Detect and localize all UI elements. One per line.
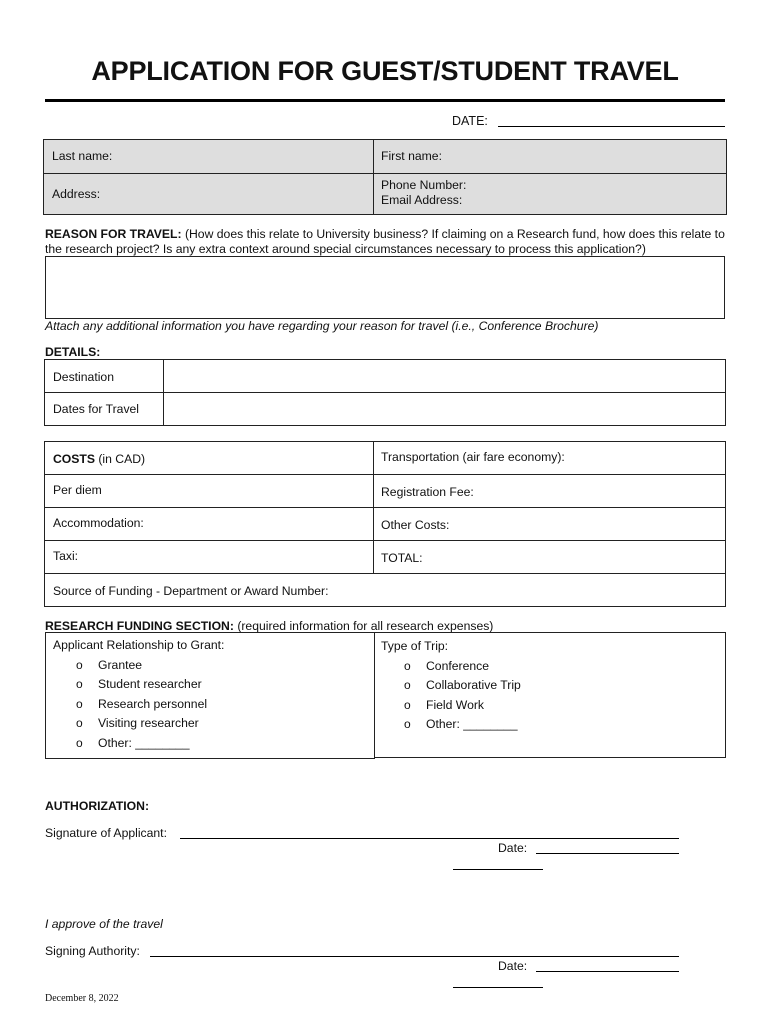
research-subheading: (required information for all research expenses) — [237, 619, 494, 633]
page-title: APPLICATION FOR GUEST/STUDENT TRAVEL — [91, 56, 679, 86]
applicant-signature-label: Signature of Applicant: — [45, 826, 167, 840]
costs-heading: COSTS — [53, 452, 95, 466]
transportation-label: Transportation (air fare economy): — [381, 450, 565, 464]
taxi-label: Taxi: — [53, 549, 79, 563]
reason-heading-block — [45, 227, 735, 256]
address-field[interactable] — [44, 174, 374, 214]
relationship-label: Applicant Relationship to Grant: — [53, 638, 225, 652]
costs-currency: (in CAD) — [98, 452, 146, 466]
trip-type-option[interactable]: o Conference — [404, 658, 490, 673]
relationship-option[interactable]: o Research personnel — [76, 696, 208, 711]
dates-label-cell — [45, 393, 164, 425]
destination-input[interactable] — [164, 360, 725, 393]
trip-type-option[interactable]: o Field Work — [404, 697, 485, 712]
destination-label-cell — [45, 360, 164, 393]
authorization-heading: AUTHORIZATION: — [45, 799, 150, 813]
other-costs-label: Other Costs: — [381, 518, 450, 532]
last-name-label: Last name: — [52, 149, 113, 163]
option-bullet: o — [404, 658, 411, 673]
option-bullet: o — [76, 735, 83, 750]
trip-type-options — [374, 659, 725, 737]
trip-type-option[interactable]: o Other: ________ — [404, 717, 518, 731]
approval-text: I approve of the travel — [45, 917, 163, 931]
first-name-label: First name: — [381, 149, 442, 163]
research-heading: RESEARCH FUNDING SECTION: — [45, 619, 234, 633]
costs-table — [44, 441, 726, 607]
applicant-extra-line — [453, 869, 543, 870]
authority-extra-line — [453, 987, 543, 988]
research-table — [45, 632, 726, 759]
reason-prompt: (How does this relate to University business? If claiming on a Research fund, how does this relate to the research project? Is any extra context around special circumstances necessary to process this application?) — [45, 227, 725, 256]
option-bullet: o — [76, 677, 83, 691]
address-label: Address: — [52, 187, 101, 201]
applicant-signature-field[interactable] — [180, 838, 679, 839]
first-name-field[interactable] — [374, 140, 726, 174]
funding-source-field[interactable] — [45, 574, 725, 606]
destination-label: Destination — [53, 370, 114, 384]
signing-authority-label: Signing Authority: — [45, 944, 140, 958]
research-heading-block — [45, 619, 493, 633]
trip-type-box — [374, 632, 726, 758]
email-label: Email Address: — [381, 192, 463, 207]
details-table — [44, 359, 726, 426]
relationship-box — [45, 632, 375, 759]
total-label: TOTAL: — [381, 551, 423, 565]
reason-textarea[interactable] — [45, 256, 725, 319]
trip-type-option[interactable]: o Collaborative Trip — [404, 678, 521, 692]
option-bullet: o — [404, 678, 411, 692]
option-bullet: o — [76, 696, 83, 711]
applicant-table — [43, 139, 727, 215]
details-heading: DETAILS: — [45, 345, 101, 359]
last-name-field[interactable] — [44, 140, 374, 174]
option-bullet: o — [76, 657, 83, 672]
trip-type-label: Type of Trip: — [381, 639, 449, 653]
accommodation-label: Accommodation: — [53, 516, 144, 530]
registration-label: Registration Fee: — [381, 485, 474, 499]
funding-source-label: Source of Funding - Department or Award Number: — [53, 584, 329, 598]
relationship-option[interactable]: o Grantee — [76, 657, 143, 672]
total-field[interactable] — [374, 541, 725, 574]
phone-email-field[interactable] — [374, 174, 726, 214]
authority-date-field[interactable] — [536, 971, 679, 972]
phone-label: Phone Number: — [381, 178, 467, 192]
relationship-options — [46, 658, 374, 756]
dates-label: Dates for Travel — [53, 402, 140, 416]
authority-date-label: Date: — [498, 959, 528, 973]
registration-field[interactable] — [374, 475, 725, 508]
footer-date: December 8, 2022 — [45, 993, 119, 1004]
costs-heading-cell — [45, 442, 374, 475]
applicant-date-label: Date: — [498, 841, 528, 855]
relationship-option[interactable]: o Student researcher — [76, 677, 202, 691]
date-field[interactable] — [498, 126, 725, 127]
accommodation-field[interactable] — [45, 508, 374, 541]
reason-attachment-note: Attach any additional information you have regarding your reason for travel (i.e., Conference Brochure) — [45, 319, 599, 333]
other-costs-field[interactable] — [374, 508, 725, 541]
signing-authority-field[interactable] — [150, 956, 679, 957]
relationship-option[interactable]: o Other: ________ — [76, 735, 190, 750]
reason-heading: REASON FOR TRAVEL: — [45, 227, 182, 241]
date-label: DATE: — [452, 114, 488, 128]
per-diem-label: Per diem — [53, 483, 102, 497]
relationship-option[interactable]: o Visiting researcher — [76, 716, 199, 730]
taxi-field[interactable] — [45, 541, 374, 574]
option-bullet: o — [404, 697, 411, 712]
title-divider — [45, 99, 725, 102]
applicant-date-field[interactable] — [536, 853, 679, 854]
per-diem-field[interactable] — [45, 475, 374, 508]
option-bullet: o — [76, 716, 83, 730]
transportation-field[interactable] — [374, 442, 725, 475]
dates-input[interactable] — [164, 393, 725, 425]
option-bullet: o — [404, 717, 411, 731]
